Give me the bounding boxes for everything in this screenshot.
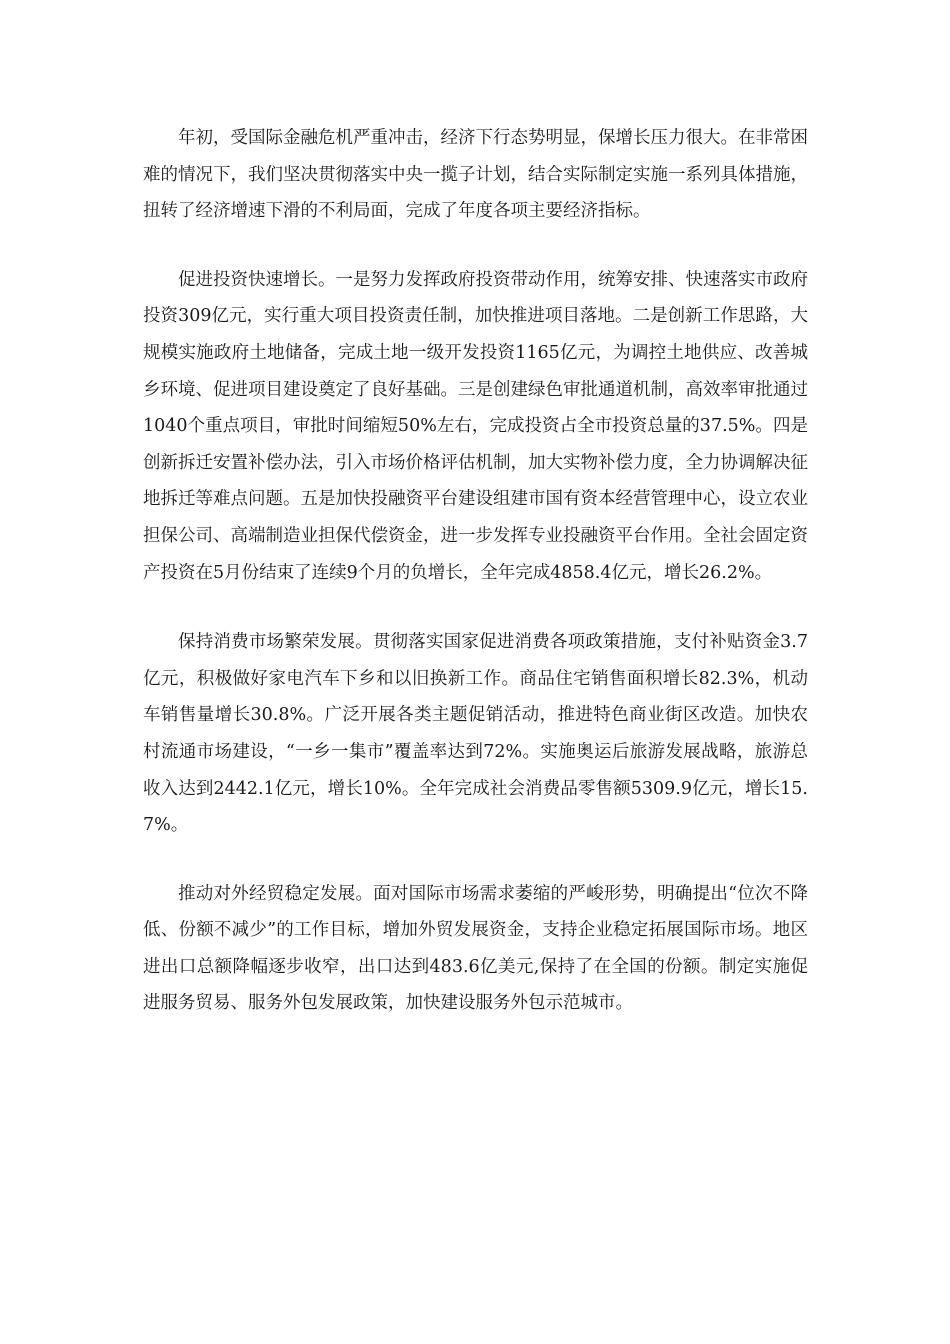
paragraph-investment: 促进投资快速增长。一是努力发挥政府投资带动作用，统筹安排、快速落实市政府投资309亿元，实行重大项目投资责任制，加快推进项目落地。二是创新工作思路，大规模实施政府土地储备，完成土地一级开发投资1165亿元，为调控土地供应、改善城乡环境、促进项目建设奠定了良好基础。三是创建绿色审批通道机制，高效率审批通过1040个重点项目，审批时间缩短50%左右，完成投资占全市投资总量的37.5%。四是创新拆迁安置补偿办法，引入市场价格评估机制，加大实物补偿力度，全力协调解决征地拆迁等难点问题。五是加快投融资平台建设组建市国有资本经营管理中心，设立农业担保公司、高端制造业担保代偿资金，进一步发挥专业投融资平台作用。全社会固定资产投资在5月份结束了连续9个月的负增长，全年完成4858.4亿元，增长26.2%。: [143, 269, 808, 583]
document-body: [143, 120, 808, 1054]
paragraph-foreign-trade: 推动对外经贸稳定发展。面对国际市场需求萎缩的严峻形势，明确提出“位次不降低、份额不减少”的工作目标，增加外贸发展资金，支持企业稳定拓展国际市场。地区进出口总额降幅逐步收窄，出口达到483.6亿美元,保持了在全国的份额。制定实施促进服务贸易、服务外包发展政策，加快建设服务外包示范城市。: [143, 883, 808, 1014]
paragraph-consumption: 保持消费市场繁荣发展。贯彻落实国家促进消费各项政策措施，支付补贴资金3.7亿元，积极做好家电汽车下乡和以旧换新工作。商品住宅销售面积增长82.3%，机动车销售量增长30.8%。广泛开展各类主题促销活动，推进特色商业街区改造。加快农村流通市场建设，“一乡一集市”覆盖率达到72%。实施奥运后旅游发展战略，旅游总收入达到2442.1亿元，增长10%。全年完成社会消费品零售额5309.9亿元，增长15.7%。: [143, 632, 808, 836]
paragraph-intro: 年初，受国际金融危机严重冲击，经济下行态势明显，保增长压力很大。在非常困难的情况下，我们坚决贯彻落实中央一揽子计划，结合实际制定实施一系列具体措施，扭转了经济增速下滑的不利局面，完成了年度各项主要经济指标。: [143, 128, 808, 222]
